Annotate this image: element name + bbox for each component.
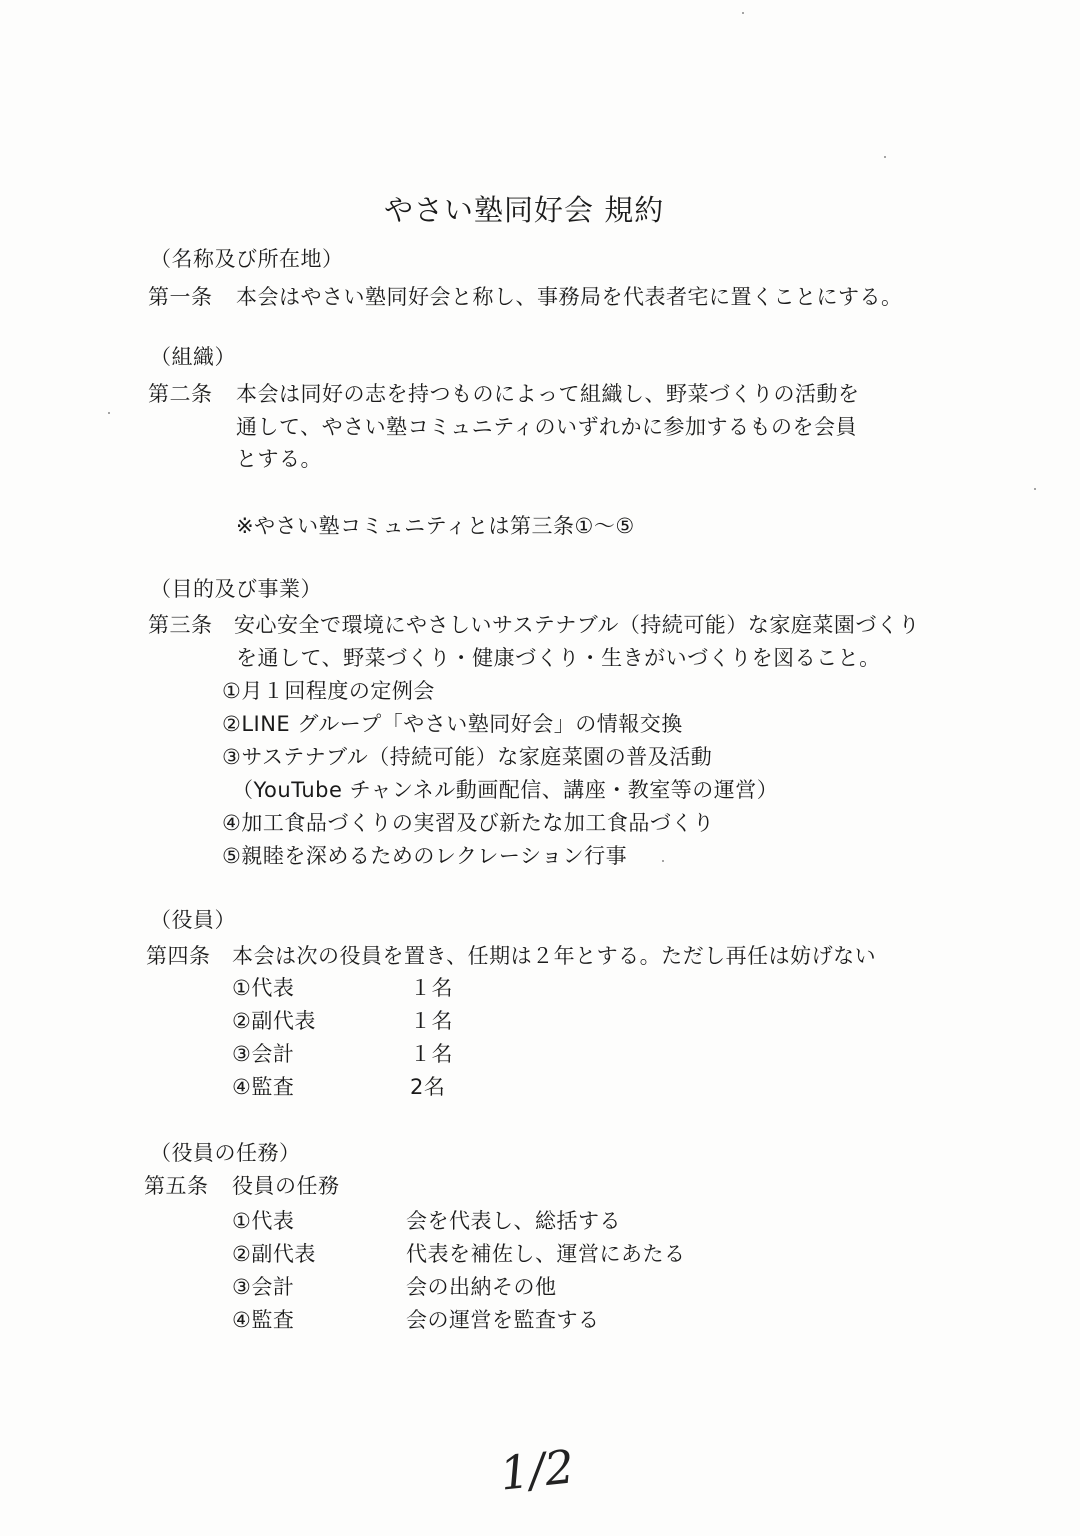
list-item: ②LINE グループ「やさい塾同好会」の情報交換	[222, 712, 683, 736]
article-3-label: 第三条	[148, 613, 213, 637]
duty-role-name: ③会計	[232, 1275, 295, 1299]
role-count: １名	[410, 1042, 453, 1066]
duty-description: 会の出納その他	[406, 1275, 557, 1299]
duty-role-name: ②副代表	[232, 1242, 316, 1266]
article-3-text-line2: を通して、野菜づくり・健康づくり・生きがいづくりを図ること。	[236, 646, 881, 670]
section-heading-organization: （組織）	[150, 345, 236, 369]
scan-speck	[108, 412, 110, 414]
article-2-text-line3: とする。	[236, 447, 322, 471]
role-name: ③会計	[232, 1042, 295, 1066]
article-2-text-line2: 通して、やさい塾コミュニティのいずれかに参加するものを会員	[236, 415, 857, 439]
duty-description: 会を代表し、総括する	[406, 1209, 621, 1233]
list-item: ①月１回程度の定例会	[222, 679, 435, 703]
scan-speck	[742, 12, 744, 14]
document-title: やさい塾同好会 規約	[384, 193, 665, 227]
section-heading-name-location: （名称及び所在地）	[150, 247, 344, 271]
role-name: ④監査	[232, 1075, 295, 1099]
article-3-text-line1: 安心安全で環境にやさしいサステナブル（持続可能）な家庭菜園づくり	[234, 613, 920, 637]
duty-description: 代表を補佐し、運営にあたる	[406, 1242, 686, 1266]
article-4-text: 本会は次の役員を置き、任期は２年とする。ただし再任は妨げない	[232, 944, 877, 968]
list-item: ③サステナブル（持続可能）な家庭菜園の普及活動	[222, 745, 713, 769]
article-2-note: ※やさい塾コミュニティとは第三条①～⑤	[236, 514, 635, 538]
page-number: 1/2	[497, 1439, 577, 1501]
duty-description: 会の運営を監査する	[406, 1308, 600, 1332]
article-2-text-line1: 本会は同好の志を持つものによって組織し、野菜づくりの活動を	[236, 382, 860, 406]
role-name: ②副代表	[232, 1009, 316, 1033]
role-name: ①代表	[232, 976, 295, 1000]
list-item: （YouTube チャンネル動画配信、講座・教室等の運営）	[232, 778, 779, 802]
role-count: 2名	[410, 1075, 446, 1099]
duty-role-name: ④監査	[232, 1308, 295, 1332]
article-4-label: 第四条	[146, 944, 211, 968]
role-count: １名	[410, 976, 453, 1000]
scan-speck	[662, 860, 664, 862]
list-item: ⑤親睦を深めるためのレクレーション行事	[222, 844, 628, 868]
article-1-text: 本会はやさい塾同好会と称し、事務局を代表者宅に置くことにする。	[236, 285, 903, 309]
article-2-label: 第二条	[148, 382, 213, 406]
scan-speck	[1034, 488, 1036, 490]
section-heading-purpose: （目的及び事業）	[150, 577, 322, 601]
section-heading-officers: （役員）	[150, 908, 236, 932]
scan-speck	[884, 156, 886, 158]
article-5-text: 役員の任務	[232, 1174, 340, 1198]
list-item: ④加工食品づくりの実習及び新たな加工食品づくり	[222, 811, 715, 835]
article-5-label: 第五条	[144, 1174, 209, 1198]
section-heading-officer-duties: （役員の任務）	[150, 1141, 301, 1165]
duty-role-name: ①代表	[232, 1209, 295, 1233]
article-1-label: 第一条	[148, 285, 213, 309]
role-count: １名	[410, 1009, 453, 1033]
